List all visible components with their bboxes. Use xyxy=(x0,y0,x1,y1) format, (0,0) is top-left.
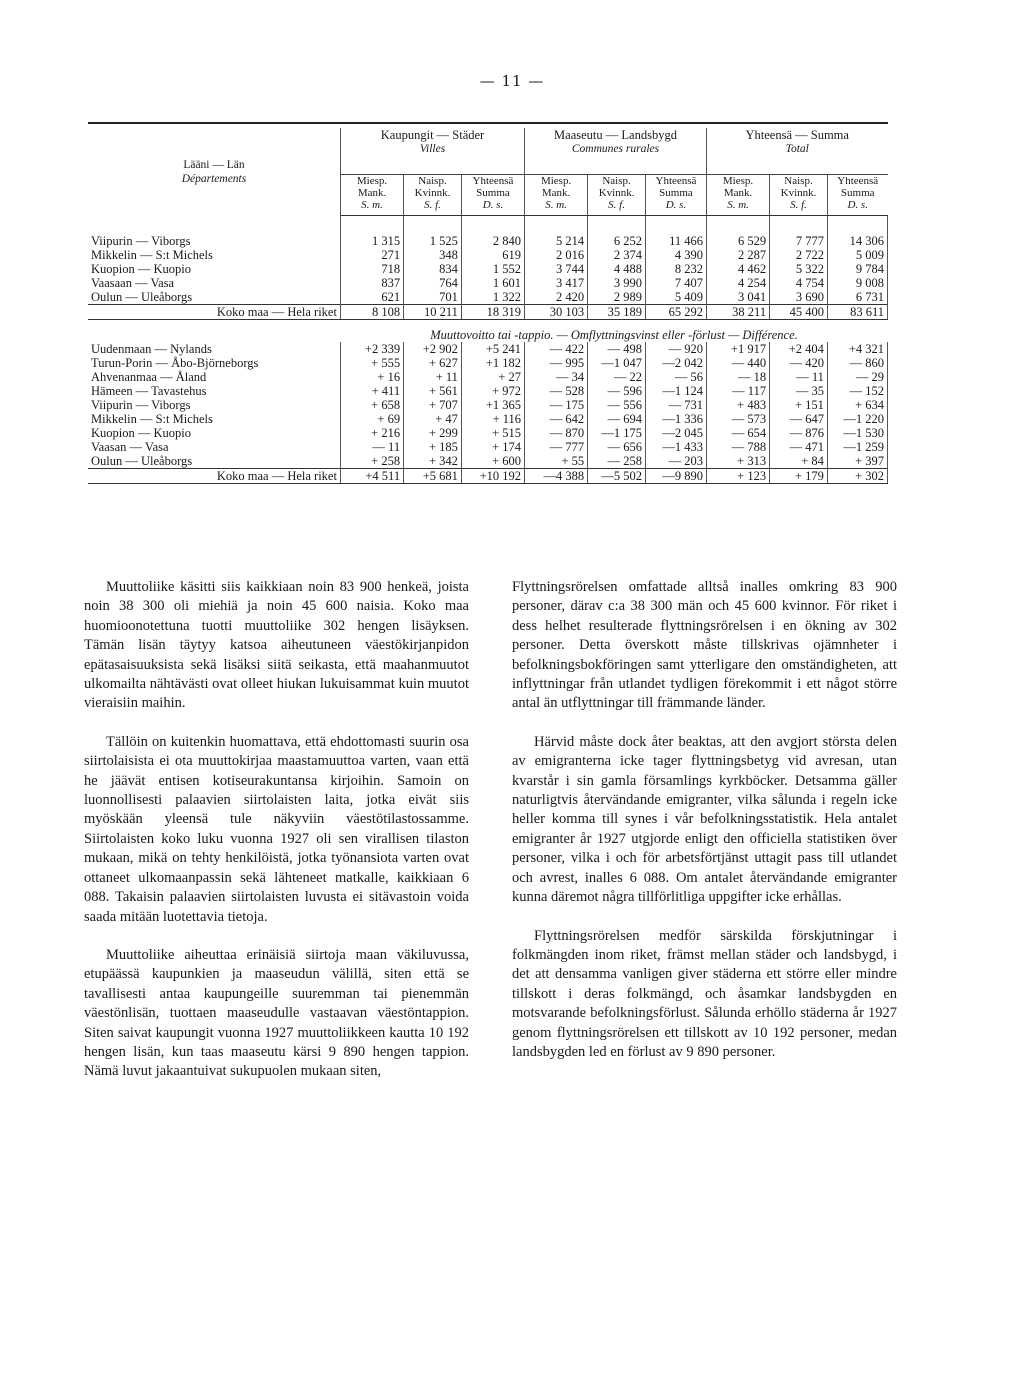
table-cell: 3 744 xyxy=(525,262,588,276)
migration-table xyxy=(88,122,888,484)
table-cell: 4 254 xyxy=(706,276,769,290)
table-cell: — 258 xyxy=(588,454,646,469)
finnish-column xyxy=(84,578,469,1101)
table-cell: 45 400 xyxy=(770,305,828,320)
department-header xyxy=(88,128,340,216)
table-row xyxy=(88,234,888,248)
table-cell: + 116 xyxy=(461,412,524,426)
department-name: Vaasaan — Vasa xyxy=(88,276,340,290)
table-row xyxy=(88,262,888,276)
table-cell: 5 322 xyxy=(770,262,828,276)
table-cell: +2 339 xyxy=(340,342,403,356)
finnish-paragraph-2: Tällöin on kuitenkin huomattava, että ehdottomasti suurin osa siirtolaisista ei ota muuttokirjaa maastamuuttoa varten, vaan että he jäävät entisen kotiseurakuntansa kirjoihin. Samoin on luonnollisesti palaavien siirtolaisten laita, jotka eivät siis myöskään yleensä tule näkyviin väestötilastossamme. Siirtolaisten koko luku vuonna 1927 oli sen virallisen tilaston mukaan, mikä on tehty henkilöistä, jotka työnansiota varten ovat ottaneet ulkomaanpassin sekä lähteneet matkalle, kaikkiaan 6 088. Takaisin palaavien siirtolaisten luvusta ei sitävastoin voida saada mitään luotettavia tietoja. xyxy=(84,733,469,925)
table-cell: —1 124 xyxy=(645,384,706,398)
department-name: Vaasan — Vasa xyxy=(88,440,340,454)
table-cell: 2 840 xyxy=(461,234,524,248)
table-cell: 35 189 xyxy=(588,305,646,320)
table-row xyxy=(88,426,888,440)
table-cell: + 55 xyxy=(525,454,588,469)
table-cell: + 972 xyxy=(461,384,524,398)
table-cell: — 596 xyxy=(588,384,646,398)
table-cell: — 876 xyxy=(770,426,828,440)
table-cell: —9 890 xyxy=(645,469,706,484)
column-subheader: Miesp. Mank. S. m. xyxy=(340,175,403,216)
table-cell: — 18 xyxy=(706,370,769,384)
difference-caption: Muuttovoitto tai -tappio. — Omflyttningsvinst eller -förlust — Différence. xyxy=(430,328,798,342)
table-row xyxy=(88,384,888,398)
table-cell: — 11 xyxy=(340,440,403,454)
table-cell: +5 241 xyxy=(461,342,524,356)
table-cell: 4 488 xyxy=(588,262,646,276)
table-cell: + 707 xyxy=(404,398,462,412)
table-cell: — 11 xyxy=(770,370,828,384)
table-cell: —5 502 xyxy=(588,469,646,484)
table-cell: + 411 xyxy=(340,384,403,398)
table-cell: 6 731 xyxy=(827,290,887,305)
table-cell: — 471 xyxy=(770,440,828,454)
table-cell: — 860 xyxy=(827,356,887,370)
table-cell: 2 722 xyxy=(770,248,828,262)
group-header-rural: Maaseutu — Landsbygd Communes rurales xyxy=(525,128,707,175)
table-row xyxy=(88,248,888,262)
department-name: Oulun — Uleåborgs xyxy=(88,454,340,469)
table-cell: 3 690 xyxy=(770,290,828,305)
table-cell: 5 009 xyxy=(827,248,887,262)
table-cell: + 185 xyxy=(404,440,462,454)
table-cell: — 498 xyxy=(588,342,646,356)
table-cell: 271 xyxy=(340,248,403,262)
table-row xyxy=(88,440,888,454)
table-cell: —1 220 xyxy=(827,412,887,426)
table-cell: 5 409 xyxy=(645,290,706,305)
table-cell: 7 777 xyxy=(770,234,828,248)
table-cell: 65 292 xyxy=(645,305,706,320)
table-cell: + 179 xyxy=(770,469,828,484)
table-cell: 834 xyxy=(404,262,462,276)
table-row xyxy=(88,412,888,426)
swedish-column xyxy=(512,578,897,1081)
table-cell: + 561 xyxy=(404,384,462,398)
table-cell: + 16 xyxy=(340,370,403,384)
table-cell: — 528 xyxy=(525,384,588,398)
table-cell: +2 902 xyxy=(404,342,462,356)
department-name: Kuopion — Kuopio xyxy=(88,426,340,440)
total-row xyxy=(88,469,888,484)
table-cell: 718 xyxy=(340,262,403,276)
table-cell: —1 175 xyxy=(588,426,646,440)
table-cell: 11 466 xyxy=(645,234,706,248)
table-cell: — 29 xyxy=(827,370,887,384)
table-cell: —1 259 xyxy=(827,440,887,454)
department-name: Viipurin — Viborgs xyxy=(88,398,340,412)
table-cell: +2 404 xyxy=(770,342,828,356)
table-cell: + 313 xyxy=(706,454,769,469)
table-cell: +4 511 xyxy=(340,469,403,484)
table-cell: — 694 xyxy=(588,412,646,426)
table-cell: + 634 xyxy=(827,398,887,412)
table-cell: 621 xyxy=(340,290,403,305)
table-row xyxy=(88,398,888,412)
table-cell: — 420 xyxy=(770,356,828,370)
column-subheader: Yhteensä Summa D. s. xyxy=(645,175,706,216)
table-cell: — 647 xyxy=(770,412,828,426)
table-cell: + 555 xyxy=(340,356,403,370)
table-row xyxy=(88,370,888,384)
table-cell: + 302 xyxy=(827,469,887,484)
table-cell: + 151 xyxy=(770,398,828,412)
column-subheader: Yhteensä Summa D. s. xyxy=(827,175,887,216)
table-cell: 1 525 xyxy=(404,234,462,248)
table-cell: —1 047 xyxy=(588,356,646,370)
department-name: Uudenmaan — Nylands xyxy=(88,342,340,356)
table-cell: 9 784 xyxy=(827,262,887,276)
table-cell: — 731 xyxy=(645,398,706,412)
table-cell: + 216 xyxy=(340,426,403,440)
table-cell: + 69 xyxy=(340,412,403,426)
table-cell: + 11 xyxy=(404,370,462,384)
table-cell: 348 xyxy=(404,248,462,262)
table-cell: — 573 xyxy=(706,412,769,426)
table-cell: +10 192 xyxy=(461,469,524,484)
table-row xyxy=(88,454,888,469)
table-cell: + 47 xyxy=(404,412,462,426)
table-row xyxy=(88,342,888,356)
swedish-paragraph-1: Flyttningsrörelsen omfattade alltså inalles omkring 83 900 personer, därav c:a 38 300 män och 45 600 kvinnor. För riket i dess helhet resulterade flyttningsrörelsen i en ökning av 302 personer. Detta överskott måste tillskrivas ojämnheter i befolkningsbokföringen samt ytterligare den omständigheten, att inflyttningar från utlandet tydligen förekommit i ett något större antal än utflyttningar till främmande länder. xyxy=(512,579,897,712)
table-cell: 3 041 xyxy=(706,290,769,305)
department-name: Ahvenanmaa — Åland xyxy=(88,370,340,384)
table-cell: + 174 xyxy=(461,440,524,454)
table-cell: — 556 xyxy=(588,398,646,412)
table-cell: + 342 xyxy=(404,454,462,469)
table-cell: —1 530 xyxy=(827,426,887,440)
table-cell: + 397 xyxy=(827,454,887,469)
table-cell: — 203 xyxy=(645,454,706,469)
table-cell: 3 417 xyxy=(525,276,588,290)
table-cell: 2 989 xyxy=(588,290,646,305)
table-cell: 764 xyxy=(404,276,462,290)
table-cell: 38 211 xyxy=(706,305,769,320)
table-cell: 30 103 xyxy=(525,305,588,320)
swedish-paragraph-3: Flyttningsrörelsen medför särskilda förskjutningar i folkmängden inom riket, främst mellan städer och landsbygd, i det att densamma vanligen giver städerna ett större eller mindre tillskott i deras folkmängd, och åsamkar landsbygden en motsvarande befolkningsförlust. Sålunda erhöllo städerna år 1927 genom flyttningsrörelsen ett tillskott av 10 192 personer, medan landsbygden led en förlust av 9 890 personer. xyxy=(512,927,897,1060)
table-cell: — 22 xyxy=(588,370,646,384)
table-row xyxy=(88,276,888,290)
department-name: Koko maa — Hela riket xyxy=(88,469,340,484)
table-cell: 7 407 xyxy=(645,276,706,290)
table-cell: + 27 xyxy=(461,370,524,384)
swedish-paragraph-2: Härvid måste dock åter beaktas, att den avgjort största delen av emigranterna icke tager flyttningsbetyg vid avresan, utan kvarstår i sin gamla församlings kyrkböcker. Detsamma gäller naturligtvis återvändande emigranter, vilka sålunda i regeln icke heller komma till synes i vår befolkningsstatistik. Hela antalet emigranter år 1927 utgjorde enligt den officiella statistiken över personer, vilka i och för arbetsförtjänst uttagit pass till utlandet och avrest, inalles 6 088. Om antalet återvändande emigranter kunna däremot några tillförlitliga uppgifter icke erhållas. xyxy=(512,733,897,906)
department-header-sub: Départements xyxy=(181,172,247,185)
table-cell: —1 433 xyxy=(645,440,706,454)
table-cell: 8 232 xyxy=(645,262,706,276)
table-cell: — 995 xyxy=(525,356,588,370)
table-cell: 619 xyxy=(461,248,524,262)
table-cell: +1 917 xyxy=(706,342,769,356)
department-name: Hämeen — Tavastehus xyxy=(88,384,340,398)
table-cell: 2 420 xyxy=(525,290,588,305)
table-cell: — 642 xyxy=(525,412,588,426)
table-cell: — 654 xyxy=(706,426,769,440)
table-cell: 9 008 xyxy=(827,276,887,290)
table-cell: 4 754 xyxy=(770,276,828,290)
table-cell: — 920 xyxy=(645,342,706,356)
column-subheader: Naisp. Kvinnk. S. f. xyxy=(588,175,646,216)
department-name: Viipurin — Viborgs xyxy=(88,234,340,248)
table-cell: + 600 xyxy=(461,454,524,469)
table-cell: 1 552 xyxy=(461,262,524,276)
table-cell: — 656 xyxy=(588,440,646,454)
column-subheader: Miesp. Mank. S. m. xyxy=(525,175,588,216)
table-cell: +1 365 xyxy=(461,398,524,412)
table-cell: — 56 xyxy=(645,370,706,384)
table-cell: — 117 xyxy=(706,384,769,398)
column-subheader: Naisp. Kvinnk. S. f. xyxy=(404,175,462,216)
page-number: — 11 — xyxy=(479,72,545,90)
table-cell: + 627 xyxy=(404,356,462,370)
table-cell: 18 319 xyxy=(461,305,524,320)
table-cell: — 152 xyxy=(827,384,887,398)
department-name: Turun-Porin — Åbo-Björneborgs xyxy=(88,356,340,370)
table-cell: 837 xyxy=(340,276,403,290)
table-cell: 10 211 xyxy=(404,305,462,320)
table-cell: 4 390 xyxy=(645,248,706,262)
table-cell: — 440 xyxy=(706,356,769,370)
group-header-towns: Kaupungit — Städer Villes xyxy=(340,128,524,175)
department-name: Mikkelin — S:t Michels xyxy=(88,412,340,426)
department-header-label: Lääni — Län xyxy=(183,158,245,171)
table-row xyxy=(88,290,888,305)
table-cell: + 299 xyxy=(404,426,462,440)
table-cell: 3 990 xyxy=(588,276,646,290)
table-cell: +4 321 xyxy=(827,342,887,356)
table-cell: + 483 xyxy=(706,398,769,412)
table-cell: 2 374 xyxy=(588,248,646,262)
table-cell: 701 xyxy=(404,290,462,305)
group-header-total: Yhteensä — Summa Total xyxy=(706,128,887,175)
table-cell: 2 287 xyxy=(706,248,769,262)
table-cell: —2 042 xyxy=(645,356,706,370)
table-cell: — 422 xyxy=(525,342,588,356)
table-cell: — 777 xyxy=(525,440,588,454)
table-cell: + 658 xyxy=(340,398,403,412)
table-cell: + 515 xyxy=(461,426,524,440)
table-cell: 1 601 xyxy=(461,276,524,290)
table-cell: 6 529 xyxy=(706,234,769,248)
table-cell: — 175 xyxy=(525,398,588,412)
table-cell: — 35 xyxy=(770,384,828,398)
table-cell: 5 214 xyxy=(525,234,588,248)
total-row xyxy=(88,305,888,320)
column-subheader: Yhteensä Summa D. s. xyxy=(461,175,524,216)
table-row xyxy=(88,356,888,370)
table-cell: — 34 xyxy=(525,370,588,384)
department-name: Oulun — Uleåborgs xyxy=(88,290,340,305)
department-name: Koko maa — Hela riket xyxy=(88,305,340,320)
table-cell: + 123 xyxy=(706,469,769,484)
table-cell: 83 611 xyxy=(827,305,887,320)
table-cell: 14 306 xyxy=(827,234,887,248)
table-cell: —4 388 xyxy=(525,469,588,484)
table-cell: 4 462 xyxy=(706,262,769,276)
table-cell: 8 108 xyxy=(340,305,403,320)
table-cell: + 258 xyxy=(340,454,403,469)
department-name: Kuopion — Kuopio xyxy=(88,262,340,276)
table-cell: 1 315 xyxy=(340,234,403,248)
table-cell: — 788 xyxy=(706,440,769,454)
table-cell: 1 322 xyxy=(461,290,524,305)
finnish-paragraph-3: Muuttoliike aiheuttaa erinäisiä siirtoja maan väkiluvussa, etupäässä kaupunkien ja maaseudun välillä, siten että se tavallisesti antaa kaupungeille suuremman tai pienemmän väestönlisän, tuottaen maaseudulle vastaavan väestöntappion. Siten saivat kaupungit vuonna 1927 muuttoliikkeen kautta 10 192 hengen lisän, kun taas maaseutu kärsi 9 890 hengen tappion. Nämä luvut jakaantuivat sukupuolen mukaan siten, xyxy=(84,946,469,1080)
table-cell: + 84 xyxy=(770,454,828,469)
column-subheader: Miesp. Mank. S. m. xyxy=(706,175,769,216)
finnish-paragraph-1: Muuttoliike käsitti siis kaikkiaan noin 83 900 henkeä, joista noin 38 300 oli miehiä ja noin 45 600 naisia. Koko maa huomioonotettuna tuotti muuttoliike 302 hengen lisäyksen. Tämän lisän täytyy katsoa aiheutuneen väestökirjanpidon epätasaisuuksista sekä lisäksi siitä seikasta, että maahanmuutot ulkomailta nähtävästi ovat olleet hiukan lukuisammat kuin muutot vieraisiin maihin. xyxy=(84,579,469,712)
table-cell: —2 045 xyxy=(645,426,706,440)
table-cell: 2 016 xyxy=(525,248,588,262)
column-subheader: Naisp. Kvinnk. S. f. xyxy=(770,175,828,216)
table-cell: +5 681 xyxy=(404,469,462,484)
table-cell: 6 252 xyxy=(588,234,646,248)
department-name: Mikkelin — S:t Michels xyxy=(88,248,340,262)
table-cell: +1 182 xyxy=(461,356,524,370)
table-cell: —1 336 xyxy=(645,412,706,426)
table-cell: — 870 xyxy=(525,426,588,440)
